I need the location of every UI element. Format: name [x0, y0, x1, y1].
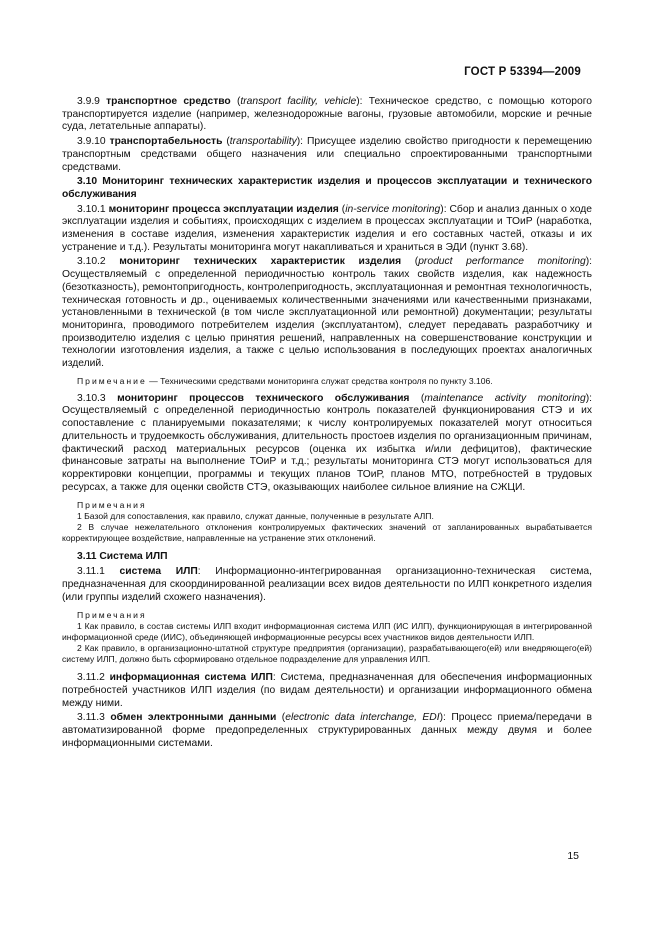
term-3-11-2: 3.11.2 информационная система ИЛП: Система, предназначенная для обеспечения информационных потребностей участников ИЛП изделия (по видам деятельности) и организации информационного обмена между ними.: [62, 672, 592, 709]
term-definition: Система, предназначенная для обеспечения информационных потребностей участников ИЛП изделия (по видам деятельности) и организации информационного обмена между ними.: [62, 672, 592, 709]
note-3-10-2: [62, 376, 592, 387]
term-english: maintenance activity monitoring: [424, 392, 586, 404]
note-label: Примечание: [77, 375, 147, 386]
note-item: 2 В случае нежелательного отклонения контролируемых фактических значений от запланированных вырабатывается корректирующее воздействие, направленные на устранение этих отклонений.: [62, 522, 592, 544]
term-3-10-2: 3.10.2 мониторинг технических характеристик изделия (product performance monitoring): Осуществляемый с определенной периодичностью контроль таких свойств изделия, как надежность (безотказность), ремонтопригодность, контролепригодность, эксплуатационная и ремонтная технологичность, техническая готовность и др., оцениваемых количественными значениями или качественными признаками, установленными в технической (в том числе эксплуатационной или ремонтной) документации; результаты мониторинга, проводимого потребителем изделия (эксплуатантом), следует передавать разработчику и производителю изделия с целью принятия решений, направленных на совершенствование конструкции и технологии изготовления изделия, а также с целью использования в последующих проектах аналогичных изделий.: [62, 256, 592, 370]
term-english: transport facility, vehicle: [240, 96, 357, 107]
term-title: транспортабельность: [109, 136, 223, 148]
notes-3-10-3: [62, 500, 592, 544]
term-definition: Техническое средство, с помощью которого транспортируется изделие (например, железнодорожные вагоны, грузовые автомобили, морские и речные суда, летательные аппараты).: [62, 96, 592, 133]
term-title: мониторинг технических характеристик изделия: [119, 256, 402, 268]
term-3-10-1: 3.10.1 мониторинг процесса эксплуатации изделия (in-service monitoring): Сбор и анализ данных о ходе эксплуатации изделия и событиях, происходящих с изделием в процессах эксплуатации и ТОиР (наработка, изменения в составе изделия, изменения характеристик изделия и его составных частей, отказы и их устранение и т.д.). Результаты мониторинга могут накапливаться и храниться в ЭДИ (пункт 3.68).: [62, 203, 592, 253]
standard-header: ГОСТ Р 53394—2009: [464, 66, 581, 78]
term-definition: Осуществляемый с определенной периодичностью контроль таких свойств изделия, как надежность (безотказность), ремонтопригодность, контролепригодность, эксплуатационная и ремонтная технологичность, техническая готовность и др., оцениваемых количественными значениями или качественными признаками, установленными в технической (в том числе эксплуатационной или ремонтной) документации; результаты мониторинга, проводимого потребителем изделия (эксплуатантом), следует передавать разработчику и производителю изделия с целью принятия решений, направленных на совершенствование конструкции и технологии изготовления изделия, а также с целью использования в последующих проектах аналогичных изделий.: [62, 269, 592, 370]
document-body: [62, 96, 592, 752]
term-3-9-9: 3.9.9 транспортное средство (transport facility, vehicle): Техническое средство, с помощью которого транспортируется изделие (например, железнодорожные вагоны, грузовые автомобили, морские и речные суда, летательные аппараты).: [62, 96, 592, 133]
term-3-9-10: 3.9.10 транспортабельность (transportability): Присущее изделию свойство пригодности к перемещению транспортным средствами общего назначения или специально спроектированными транспортными средствами.: [62, 136, 592, 173]
term-definition: Процесс приема/передачи в автоматизированной форме предопределенных структурированных данных между двумя и более информационными системами.: [62, 712, 592, 749]
term-title: мониторинг процессов технического обслуживания: [117, 392, 410, 404]
note-item: 1 Как правило, в состав системы ИЛП входит информационная система ИЛП (ИС ИЛП), функционирующая в интегрированной информационной среде (ИИС), объединяющей информационные ресурсы всех участников видов деятельности ИЛП.: [62, 621, 592, 643]
notes-label: Примечания: [77, 500, 147, 511]
term-english: in-service monitoring: [345, 203, 441, 215]
term-definition: Сбор и анализ данных о ходе эксплуатации изделия и событиях, происходящих с изделием в процессах эксплуатации и ТОиР (наработка, изменения в составе изделия, изменения характеристик изделия и его составных частей, отказы и их устранение и т.д.). Результаты мониторинга могут накапливаться и храниться в ЭДИ (пункт 3.68).: [62, 203, 592, 253]
notes-3-11-1: [62, 610, 592, 665]
term-title: транспортное средство: [106, 96, 231, 107]
term-title: система ИЛП: [119, 566, 198, 578]
page-number: 15: [567, 850, 579, 862]
term-english: electronic data interchange, EDI: [285, 712, 440, 724]
notes-label: Примечания: [77, 610, 147, 621]
term-title: обмен электронными данными: [110, 712, 277, 724]
term-3-11-1: 3.11.1 система ИЛП: Информационно-интегрированная организационно-техническая система, предназначенная для скоординированной реализации всех видов деятельности по ИЛП конкретного изделия (или группы изделий схожего назначения).: [62, 566, 592, 603]
note-text: — Техническими средствами мониторинга служат средства контроля по пункту 3.106.: [149, 375, 493, 386]
term-definition: Информационно-интегрированная организационно-техническая система, предназначенная для скоординированной реализации всех видов деятельности по ИЛП конкретного изделия (или группы изделий схожего назначения).: [62, 566, 592, 603]
term-definition: Присущее изделию свойство пригодности к перемещению транспортным средствами общего назначения или специально спроектированными транспортными средствами.: [62, 136, 592, 173]
term-3-10-3: 3.10.3 мониторинг процессов технического обслуживания (maintenance activity monitoring): Осуществляемый с определенной периодичностью контроль показателей функционирования СТЭ и их сопоставление с планируемыми показателями; к числу контролируемых показателей могут относиться длительность и трудоемкость обслуживания, длительность простоев изделия по организационным причинам, фактический расход материальных ресурсов (оценка их избытка и/или дефицитов), фактические финансовые затраты на выполнение ТОиР и т.д.; результаты мониторинга СТЭ могут использоваться для корректировки концепции, программы и текущих планов ТОиР, планов МТО, потребностей в трудовых ресурсах, а также для оценки свойств СТЭ, оказывающих наиболее сильное влияние на СЖЦИ.: [62, 392, 592, 493]
note-item: 2 Как правило, в организационно-штатной структуре предприятия (организации), разрабатывающего(ей) или внедряющего(ей) систему ИЛП, должно быть сформировано отдельное подразделение для управления ИЛП.: [62, 643, 592, 665]
term-title: мониторинг процесса эксплуатации изделия: [108, 203, 339, 215]
section-heading-3-11: 3.11 Система ИЛП: [77, 551, 168, 563]
term-english: transportability: [229, 136, 297, 148]
term-definition: Осуществляемый с определенной периодичностью контроль показателей функционирования СТЭ и их сопоставление с планируемыми показателями; к числу контролируемых показателей могут относиться длительность и трудоемкость обслуживания, длительность простоев изделия по организационным причинам, фактический расход материальных ресурсов (оценка их избытка и/или дефицитов), фактические финансовые затраты на выполнение ТОиР и т.д.; результаты мониторинга СТЭ могут использоваться для корректировки концепции, программы и текущих планов ТОиР, планов МТО, потребностей в трудовых ресурсах, а также для оценки свойств СТЭ, оказывающих наиболее сильное влияние на СЖЦИ.: [62, 405, 592, 493]
section-heading-3-10: 3.10 Мониторинг технических характеристик изделия и процессов эксплуатации и технического обслуживания: [62, 176, 592, 200]
term-english: product performance monitoring: [418, 256, 586, 268]
note-item: 1 Базой для сопоставления, как правило, служат данные, полученные в результате АЛП.: [77, 511, 434, 522]
term-title: информационная система ИЛП: [109, 672, 273, 684]
term-3-11-3: 3.11.3 обмен электронными данными (electronic data interchange, EDI): Процесс приема/передачи в автоматизированной форме предопределенных структурированных данных между двумя и более информационными системами.: [62, 712, 592, 749]
